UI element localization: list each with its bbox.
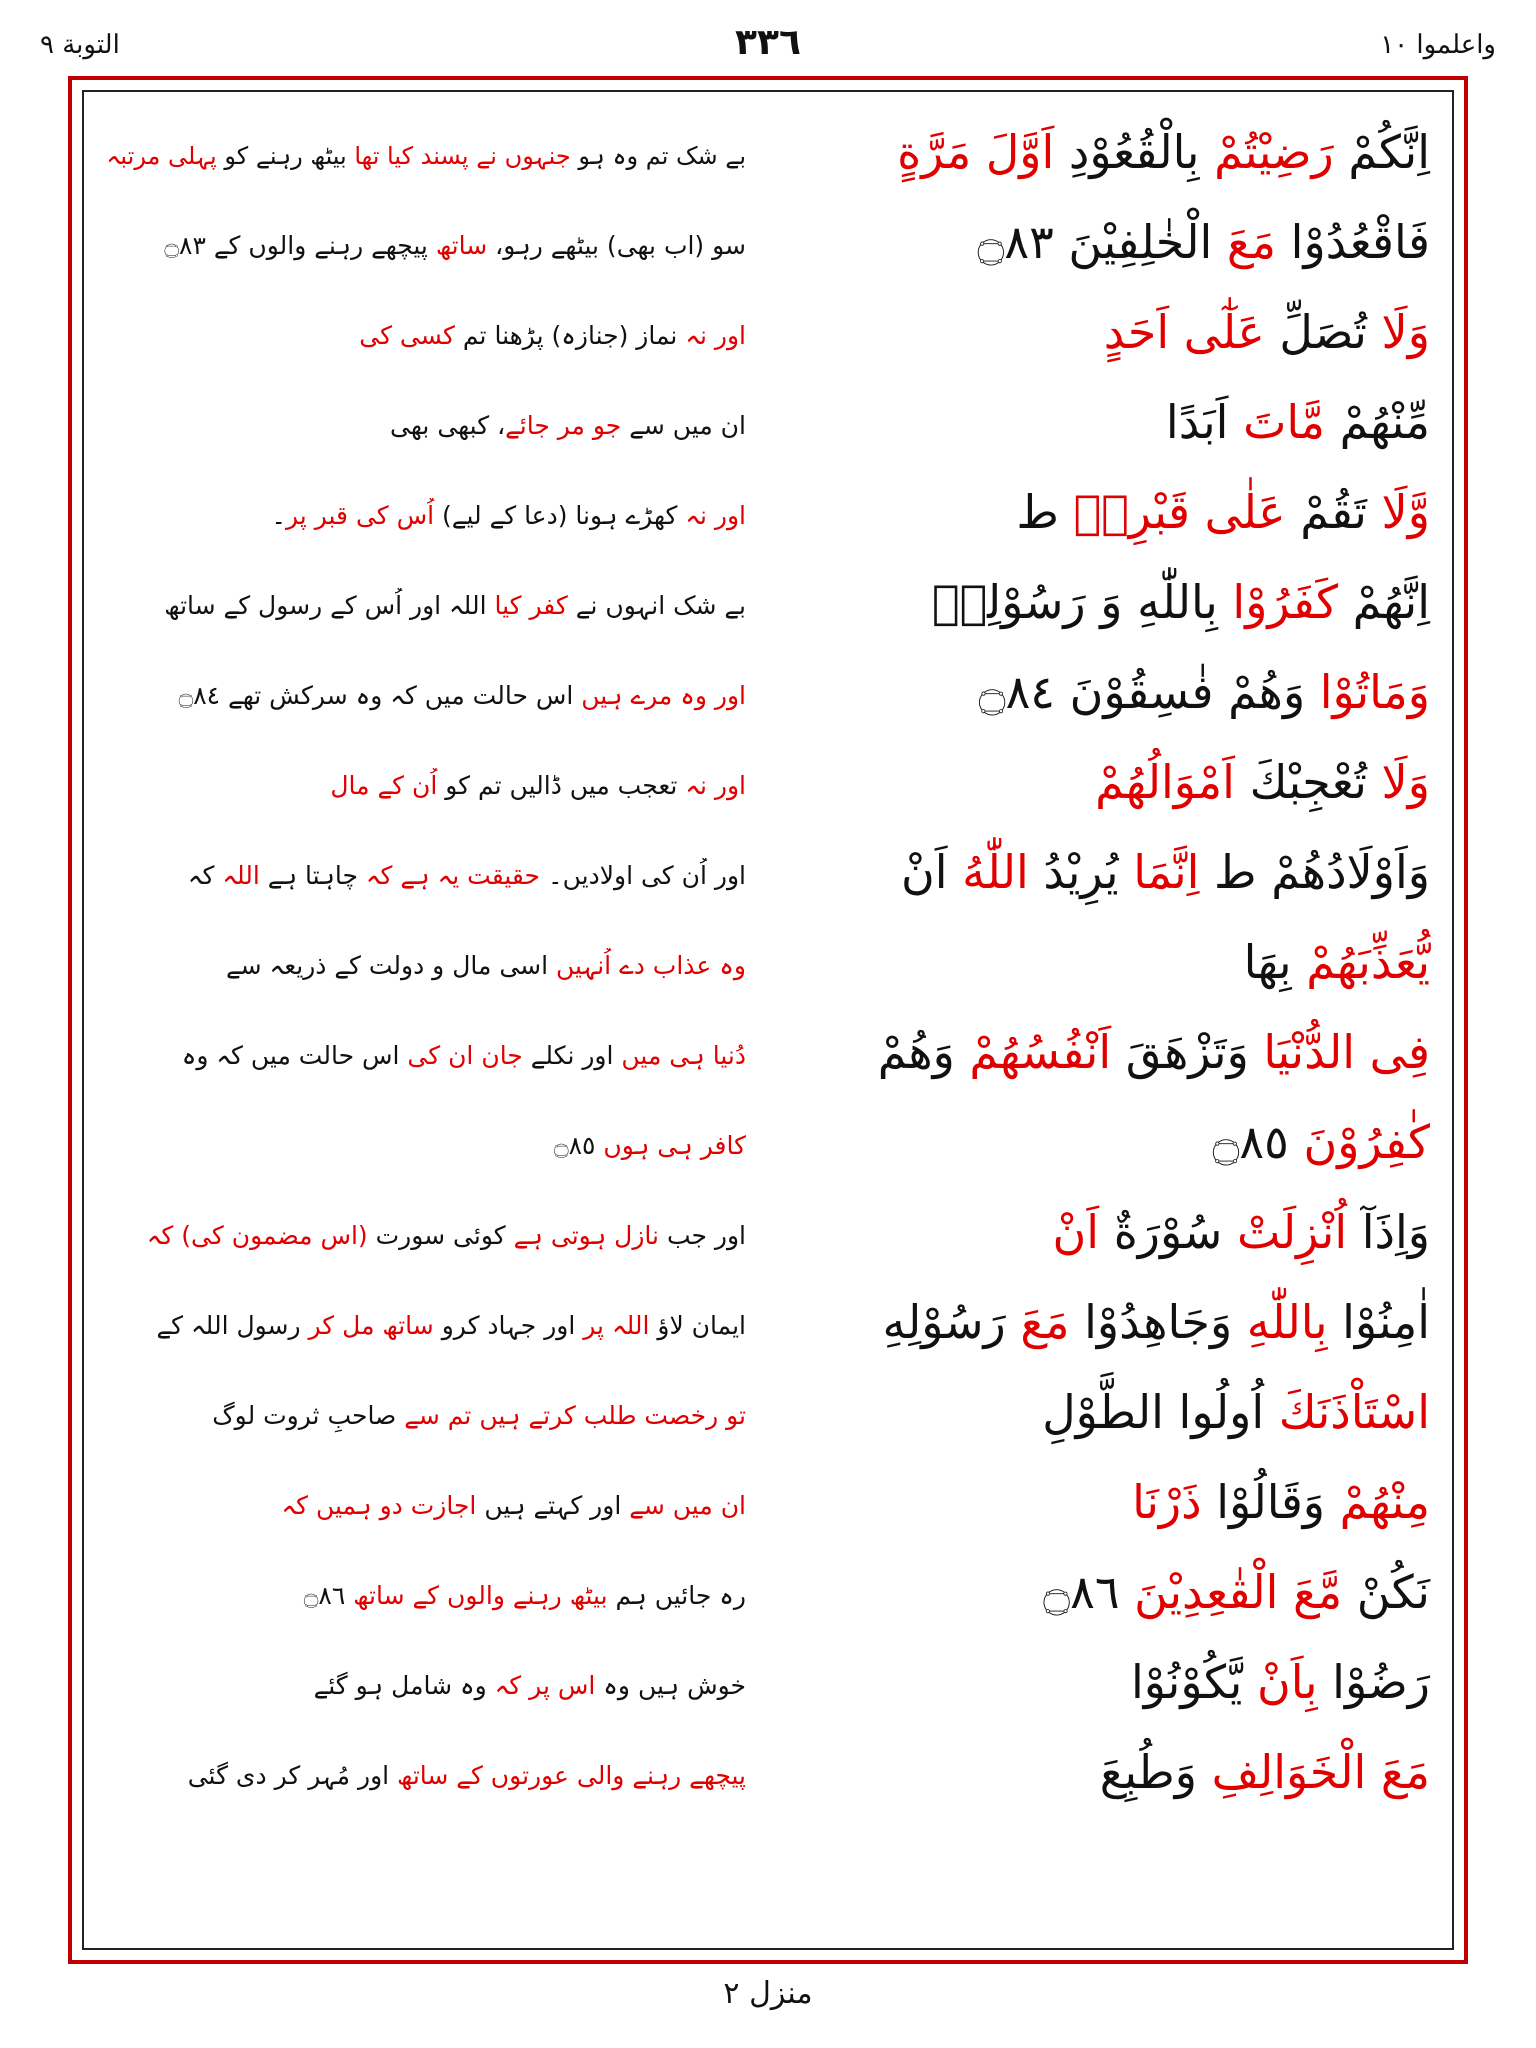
urdu-translation-line	[106, 1038, 746, 1074]
arabic-segment: بِاَنْ	[1256, 1655, 1318, 1709]
arabic-verse-line	[790, 1292, 1430, 1352]
verse-row	[84, 1638, 1452, 1728]
urdu-segment: اور نکلے	[522, 1041, 622, 1070]
arabic-segment: وَجَاهِدُوْا	[1069, 1295, 1247, 1349]
arabic-segment: رَضُوْا	[1317, 1655, 1430, 1709]
arabic-segment: كٰفِرُوْنَ	[1303, 1115, 1430, 1169]
urdu-segment: اور جب	[659, 1221, 746, 1250]
urdu-segment: اس حالت میں کہ وہ	[181, 1041, 408, 1070]
urdu-segment: اور نہ	[685, 501, 746, 530]
urdu-segment: بیٹھ رہنے والوں کے ساتھ	[353, 1581, 608, 1610]
urdu-segment: جو مر جائے	[505, 411, 622, 440]
arabic-segment: اَنْفُسُهُمْ	[969, 1025, 1112, 1079]
urdu-translation-line	[106, 588, 746, 624]
arabic-segment: عَلٰى قَبْرِهٖ	[1073, 485, 1286, 539]
arabic-segment: وَاِذَآ	[1347, 1205, 1430, 1259]
urdu-segment: نماز (جنازہ) پڑھنا تم	[454, 321, 686, 350]
arabic-segment: يَّكُوْنُوْا	[1130, 1655, 1257, 1709]
verse-row	[84, 1458, 1452, 1548]
urdu-segment: وہ شامل ہو گئے	[313, 1671, 495, 1700]
urdu-translation-line	[106, 858, 746, 894]
urdu-segment: خوش ہیں وہ	[595, 1671, 746, 1700]
verse-row	[84, 1278, 1452, 1368]
arabic-segment: وَقَالُوْا	[1201, 1475, 1340, 1529]
arabic-verse-line	[790, 1202, 1430, 1262]
arabic-segment: عَلٰٓى اَحَدٍ	[1103, 305, 1265, 359]
urdu-segment: کہ	[187, 861, 223, 890]
arabic-segment: رَضِيْتُمْ	[1214, 125, 1334, 179]
urdu-segment: ۔	[271, 501, 287, 530]
arabic-segment: مَّاتَ	[1243, 395, 1326, 449]
arabic-segment: سُوْرَةٌ	[1099, 1205, 1237, 1259]
urdu-segment: وہ عذاب دے اُنہیں	[556, 951, 746, 980]
urdu-segment: بے شک تم وہ ہو	[570, 142, 746, 170]
urdu-segment: ان میں سے	[621, 411, 746, 440]
verse-row	[84, 1548, 1452, 1638]
verse-row	[84, 558, 1452, 648]
urdu-segment: اُن کے مال	[330, 771, 438, 800]
verse-row	[84, 1098, 1452, 1188]
arabic-segment: اللّٰهُ	[962, 845, 1029, 899]
urdu-translation-line	[106, 948, 746, 984]
arabic-segment: بِاللّٰهِ	[1246, 1295, 1328, 1349]
arabic-segment: نَكُنْ	[1342, 1565, 1430, 1619]
arabic-segment: وَطُبِعَ	[1099, 1745, 1212, 1799]
arabic-segment: اُنْزِلَتْ	[1236, 1205, 1348, 1259]
arabic-segment: يُّعَذِّبَهُمْ	[1306, 935, 1430, 989]
urdu-segment: جان ان کی	[407, 1041, 523, 1070]
urdu-translation-line	[106, 1578, 746, 1614]
urdu-segment: رسول اللہ کے	[156, 1311, 309, 1340]
manzil-footer: منزل ٢	[723, 1976, 813, 2011]
juz-name-label: واعلموا ١٠	[1380, 30, 1496, 60]
urdu-segment: ساتھ مل کر	[308, 1311, 434, 1340]
verse-row	[84, 1188, 1452, 1278]
verse-row	[84, 738, 1452, 828]
verse-row	[84, 918, 1452, 1008]
urdu-segment: اللہ پر	[583, 1311, 650, 1340]
urdu-segment: ساتھ	[435, 231, 488, 260]
arabic-segment: وَمَاتُوْا	[1319, 665, 1430, 719]
verse-row	[84, 198, 1452, 288]
urdu-segment: جنہوں نے پسند کیا تھا	[354, 142, 571, 170]
arabic-segment: اَبَدًا	[1165, 395, 1244, 449]
urdu-segment: پہلی مرتبہ	[106, 142, 217, 170]
arabic-segment: فِى الدُّنْيَا	[1263, 1025, 1430, 1079]
arabic-verse-line	[790, 752, 1430, 812]
urdu-segment: اور اُن کی اولادیں۔	[540, 861, 746, 890]
urdu-translation-line	[106, 318, 746, 354]
page-number: ٣٣٦	[735, 22, 801, 63]
verse-row	[84, 108, 1452, 198]
urdu-segment: اسی مال و دولت کے ذریعہ سے	[226, 951, 556, 980]
verse-row	[84, 468, 1452, 558]
arabic-verse-line	[790, 302, 1430, 362]
arabic-segment: رَسُوْلِهِ	[882, 1295, 1021, 1349]
arabic-segment: فَاقْعُدُوْا	[1276, 215, 1430, 269]
arabic-verse-line	[790, 1742, 1430, 1802]
arabic-segment: وَلَا	[1381, 755, 1430, 809]
urdu-translation-line	[106, 498, 746, 534]
urdu-translation-line	[106, 1218, 746, 1254]
urdu-segment: تو رخصت طلب کرتے ہیں تم سے	[404, 1401, 746, 1430]
urdu-translation-line	[106, 408, 746, 444]
verse-row	[84, 1728, 1452, 1818]
arabic-segment: بِهَا	[1243, 935, 1307, 989]
arabic-segment: مَعَ	[1020, 1295, 1070, 1349]
urdu-segment: نازل ہوتی ہے	[513, 1221, 659, 1250]
urdu-segment: ایمان لاؤ	[649, 1311, 746, 1340]
arabic-segment: مَعَ	[1226, 215, 1277, 269]
urdu-segment: پیچھے رہنے والوں کے ۝٨٣	[164, 231, 436, 260]
arabic-segment: اسْتَاْذَنَكَ	[1278, 1385, 1430, 1439]
arabic-segment: ۝٨٦	[1043, 1565, 1135, 1619]
arabic-verse-line	[790, 932, 1430, 992]
urdu-segment: ۝٨٦	[303, 1581, 354, 1610]
arabic-segment: مَعَ الْخَوَالِفِ	[1211, 1745, 1430, 1799]
arabic-verse-line	[790, 482, 1430, 542]
urdu-translation-line	[106, 1758, 746, 1794]
arabic-segment: تَقُمْ	[1285, 485, 1382, 539]
arabic-segment: بِالْقُعُوْدِ	[1054, 125, 1215, 179]
arabic-verse-line	[790, 842, 1430, 902]
arabic-segment: وَهُمْ فٰسِقُوْنَ ۝٨٤	[978, 665, 1320, 719]
urdu-segment: اور جہاد کرو	[433, 1311, 584, 1340]
urdu-segment: پیچھے رہنے والی عورتوں کے ساتھ	[397, 1761, 746, 1790]
urdu-segment: کفر کیا	[494, 591, 568, 620]
arabic-verse-line	[790, 392, 1430, 452]
urdu-segment: کھڑے ہونا (دعا کے لیے)	[434, 501, 686, 530]
arabic-segment: اُولُوا الطَّوْلِ	[1042, 1385, 1279, 1439]
verse-row	[84, 648, 1452, 738]
arabic-segment: تُصَلِّ	[1264, 305, 1382, 359]
urdu-segment: اس پر کہ	[494, 1671, 596, 1700]
surah-name-label: التوبة ٩	[40, 30, 120, 60]
urdu-segment: حقیقت یہ ہے کہ	[365, 861, 541, 890]
urdu-segment: کافر ہی ہوں	[603, 1131, 746, 1160]
urdu-translation-line	[106, 768, 746, 804]
arabic-segment: ذَرْنَا	[1132, 1475, 1202, 1529]
arabic-segment: وَتَزْهَقَ	[1111, 1025, 1264, 1079]
arabic-segment: مِنْهُمْ	[1339, 1475, 1430, 1529]
arabic-segment: بِاللّٰهِ وَ رَسُوْلِهٖ	[931, 575, 1233, 629]
urdu-translation-line	[106, 1668, 746, 1704]
urdu-segment: بیٹھ رہنے کو	[216, 142, 355, 170]
urdu-segment: تعجب میں ڈالیں تم کو	[437, 771, 686, 800]
verse-row	[84, 1008, 1452, 1098]
arabic-segment: ۝٨٥	[1212, 1115, 1304, 1169]
verse-row	[84, 378, 1452, 468]
urdu-translation-line	[106, 1398, 746, 1434]
arabic-verse-line	[790, 1562, 1430, 1622]
arabic-verse-line	[790, 122, 1430, 182]
arabic-verse-line	[790, 1022, 1430, 1082]
arabic-segment: كَفَرُوْا	[1232, 575, 1338, 629]
urdu-segment: اور کہتے ہیں	[476, 1491, 630, 1520]
arabic-segment: وَهُمْ	[877, 1025, 970, 1079]
urdu-segment: اور نہ	[685, 321, 746, 350]
urdu-segment: صاحبِ ثروت لوگ	[212, 1401, 405, 1430]
urdu-translation-line	[106, 1128, 746, 1164]
verse-row	[84, 1368, 1452, 1458]
urdu-segment: اُس کی قبر پر	[286, 501, 435, 530]
urdu-segment: چاہتا ہے	[259, 861, 366, 890]
urdu-segment: اس حالت میں کہ وہ سرکش تھے ۝٨٤	[178, 681, 582, 710]
verse-row	[84, 828, 1452, 918]
urdu-translation-line	[106, 1488, 746, 1524]
urdu-translation-line	[106, 138, 746, 174]
urdu-segment: کسی کی	[359, 321, 455, 350]
urdu-segment: اللہ	[222, 861, 260, 890]
urdu-segment: ۝٨٥	[553, 1131, 604, 1160]
arabic-segment: يُرِيْدُ	[1028, 845, 1134, 899]
verse-row	[84, 288, 1452, 378]
urdu-segment: اجازت دو ہمیں کہ	[281, 1491, 477, 1520]
urdu-segment: بے شک انہوں نے	[567, 591, 746, 620]
urdu-segment: دُنیا ہی میں	[621, 1041, 746, 1070]
arabic-segment: الْخٰلِفِيْنَ ۝٨٣	[977, 215, 1227, 269]
urdu-translation-line	[106, 228, 746, 264]
page-header	[0, 22, 1536, 70]
arabic-verse-line	[790, 572, 1430, 632]
arabic-segment: وَلَا	[1381, 305, 1430, 359]
arabic-segment: مَّعَ الْقٰعِدِيْنَ	[1134, 1565, 1343, 1619]
arabic-segment: وَّلَا	[1381, 485, 1430, 539]
urdu-translation-line	[106, 678, 746, 714]
arabic-segment: اَمْوَالُهُمْ	[1095, 755, 1235, 809]
urdu-segment: اور مُہر کر دی گئی	[187, 1761, 398, 1790]
urdu-segment: اور نہ	[685, 771, 746, 800]
urdu-segment: اللہ اور اُس کے رسول کے ساتھ	[164, 591, 495, 620]
verse-list	[84, 108, 1452, 1818]
arabic-verse-line	[790, 1112, 1430, 1172]
arabic-segment: وَاَوْلَادُهُمْ ط	[1199, 845, 1430, 899]
arabic-segment: اَنْ	[1052, 1205, 1100, 1259]
arabic-segment: اِنَّكُمْ	[1333, 125, 1430, 179]
arabic-segment: ط	[1016, 485, 1074, 539]
urdu-segment: (اس مضمون کی) کہ	[146, 1221, 368, 1250]
urdu-segment: ، کبھی بھی	[390, 411, 506, 440]
urdu-segment: ان میں سے	[629, 1491, 746, 1520]
urdu-segment: رہ جائیں ہم	[607, 1581, 746, 1610]
urdu-segment: کوئی سورت	[367, 1221, 514, 1250]
arabic-verse-line	[790, 212, 1430, 272]
arabic-segment: اِنَّمَا	[1133, 845, 1200, 899]
arabic-segment: اِنَّهُمْ	[1337, 575, 1430, 629]
arabic-segment: مِّنْهُمْ	[1325, 395, 1430, 449]
arabic-segment: اٰمِنُوْا	[1327, 1295, 1430, 1349]
arabic-segment: اَنْ	[900, 845, 963, 899]
arabic-verse-line	[790, 1382, 1430, 1442]
urdu-segment: اور وہ مرے ہیں	[581, 681, 746, 710]
arabic-segment: تُعْجِبْكَ	[1234, 755, 1382, 809]
arabic-verse-line	[790, 1652, 1430, 1712]
arabic-verse-line	[790, 662, 1430, 722]
urdu-translation-line	[106, 1308, 746, 1344]
arabic-verse-line	[790, 1472, 1430, 1532]
arabic-segment: اَوَّلَ مَرَّةٍ	[897, 125, 1055, 179]
urdu-segment: سو (اب بھی) بیٹھے رہو،	[487, 231, 746, 260]
